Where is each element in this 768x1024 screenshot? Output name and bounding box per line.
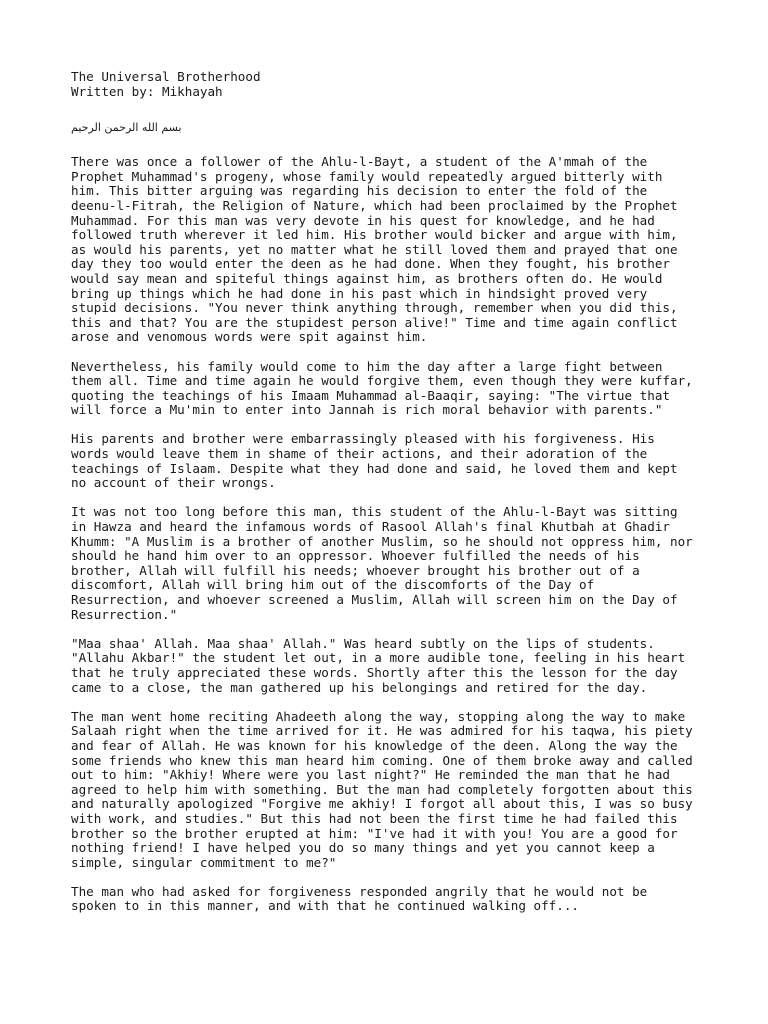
paragraph-line: nothing friend! I have helped you do so many things and yet you cannot keep a <box>71 840 655 856</box>
paragraph-line: bring up things which he had done in his past which in hindsight proved very <box>71 285 648 301</box>
paragraph-line: brother, Allah will fulfill his needs; whoever brought his brother out of a <box>71 562 640 578</box>
paragraph-line: deenu-l-Fitrah, the Religion of Nature, which had been proclaimed by the Prophet <box>71 197 678 213</box>
bismillah-text: بسم الله الرحمن الرحيم <box>71 121 182 135</box>
paragraph-line: out to him: "Akhiy! Where were you last night?" He reminded the man that he had <box>71 767 670 783</box>
paragraph-line: agreed to help him with something. But the man had completely forgotten about this <box>71 781 693 797</box>
paragraph-line: The man went home reciting Ahadeeth along the way, stopping along the way to make <box>71 708 686 724</box>
paragraph-line: arose and venomous words were spit against him. <box>71 329 428 345</box>
paragraph-line: that he truly appreciated these words. Shortly after this the lesson for the day <box>71 664 678 680</box>
paragraph <box>71 710 711 871</box>
paragraph-line: "Maa shaa' Allah. Maa shaa' Allah." Was heard subtly on the lips of students. <box>71 635 655 651</box>
paragraph-line: should he hand him over to an oppressor. Whoever fulfilled the needs of his <box>71 548 640 564</box>
paragraph-line: and naturally apologized "Forgive me akhiy! I forgot all about this, I was so busy <box>71 796 693 812</box>
document-header <box>71 70 711 99</box>
paragraph <box>71 155 711 345</box>
paragraph <box>71 885 711 914</box>
paragraph-line: and fear of Allah. He was known for his knowledge of the deen. Along the way the <box>71 737 678 753</box>
document-title: The Universal Brotherhood <box>71 69 261 84</box>
paragraph-line: His parents and brother were embarrassingly pleased with his forgiveness. His <box>71 431 655 447</box>
paragraph-line: It was not too long before this man, this student of the Ahlu-l-Bayt was sitting <box>71 504 678 520</box>
paragraph <box>71 637 711 695</box>
paragraph-line: would say mean and spiteful things against him, as brothers often do. He would <box>71 270 663 286</box>
paragraph-line: this and that? You are the stupidest person alive!" Time and time again conflict <box>71 314 678 330</box>
paragraph-line: with work, and studies." But this had not been the first time he had failed this <box>71 810 678 826</box>
paragraph-line: simple, singular commitment to me?" <box>71 854 337 870</box>
paragraph-line: The man who had asked for forgiveness responded angrily that he would not be <box>71 883 648 899</box>
document-page <box>71 70 711 929</box>
paragraph <box>71 505 711 622</box>
paragraph <box>71 432 711 490</box>
paragraph-line: them all. Time and time again he would forgive them, even though they were kuffar, <box>71 373 693 389</box>
paragraph-line: him. This bitter arguing was regarding his decision to enter the fold of the <box>71 183 648 199</box>
paragraph-line: discomfort, Allah will bring him out of the discomforts of the Day of <box>71 577 595 593</box>
paragraph-line: will force a Mu'min to enter into Jannah is rich moral behavior with parents." <box>71 402 663 418</box>
document-body <box>71 155 711 914</box>
paragraph-line: brother so the brother erupted at him: "I've had it with you! You are a good for <box>71 825 678 841</box>
paragraph-line: Resurrection." <box>71 606 178 622</box>
paragraph-line: Nevertheless, his family would come to him the day after a large fight between <box>71 358 663 374</box>
paragraph-line: Resurrection, and whoever screened a Muslim, Allah will screen him on the Day of <box>71 592 678 607</box>
paragraph-line: came to a close, the man gathered up his belongings and retired for the day. <box>71 679 648 695</box>
paragraph-line: "Allahu Akbar!" the student let out, in a more audible tone, feeling in his heart <box>71 650 686 666</box>
paragraph-line: followed truth wherever it led him. His brother would bicker and argue with him, <box>71 227 678 243</box>
paragraph-line: spoken to in this manner, and with that he continued walking off... <box>71 898 579 914</box>
document-byline: Written by: Mikhayah <box>71 83 223 99</box>
paragraph-line: words would leave them in shame of their actions, and their adoration of the <box>71 446 648 462</box>
paragraph-line: some friends who knew this man heard him coming. One of them broke away and called <box>71 752 693 768</box>
paragraph-line: Salaah right when the time arrived for it. He was admired for his taqwa, his piety <box>71 723 693 739</box>
paragraph-line: no account of their wrongs. <box>71 475 276 491</box>
paragraph-line: Muhammad. For this man was very devote in his quest for knowledge, and he had <box>71 212 655 228</box>
paragraph-line: as would his parents, yet no matter what he still loved them and prayed that one <box>71 241 678 257</box>
paragraph-line: Khumm: "A Muslim is a brother of another Muslim, so he should not oppress him, nor <box>71 533 693 549</box>
paragraph-line: teachings of Islaam. Despite what they had done and said, he loved them and kept <box>71 460 678 476</box>
paragraph-line: There was once a follower of the Ahlu-l-Bayt, a student of the A'mmah of the <box>71 154 648 170</box>
paragraph-line: in Hawza and heard the infamous words of Rasool Allah's final Khutbah at Ghadir <box>71 519 670 535</box>
paragraph-line: quoting the teachings of his Imaam Muhammad al-Baaqir, saying: "The virtue that <box>71 387 670 403</box>
paragraph-line: Prophet Muhammad's progeny, whose family would repeatedly argued bitterly with <box>71 168 663 184</box>
paragraph-line: stupid decisions. "You never think anything through, remember when you did this, <box>71 300 678 316</box>
paragraph <box>71 360 711 418</box>
paragraph-line: day they too would enter the deen as he had done. When they fought, his brother <box>71 256 670 272</box>
